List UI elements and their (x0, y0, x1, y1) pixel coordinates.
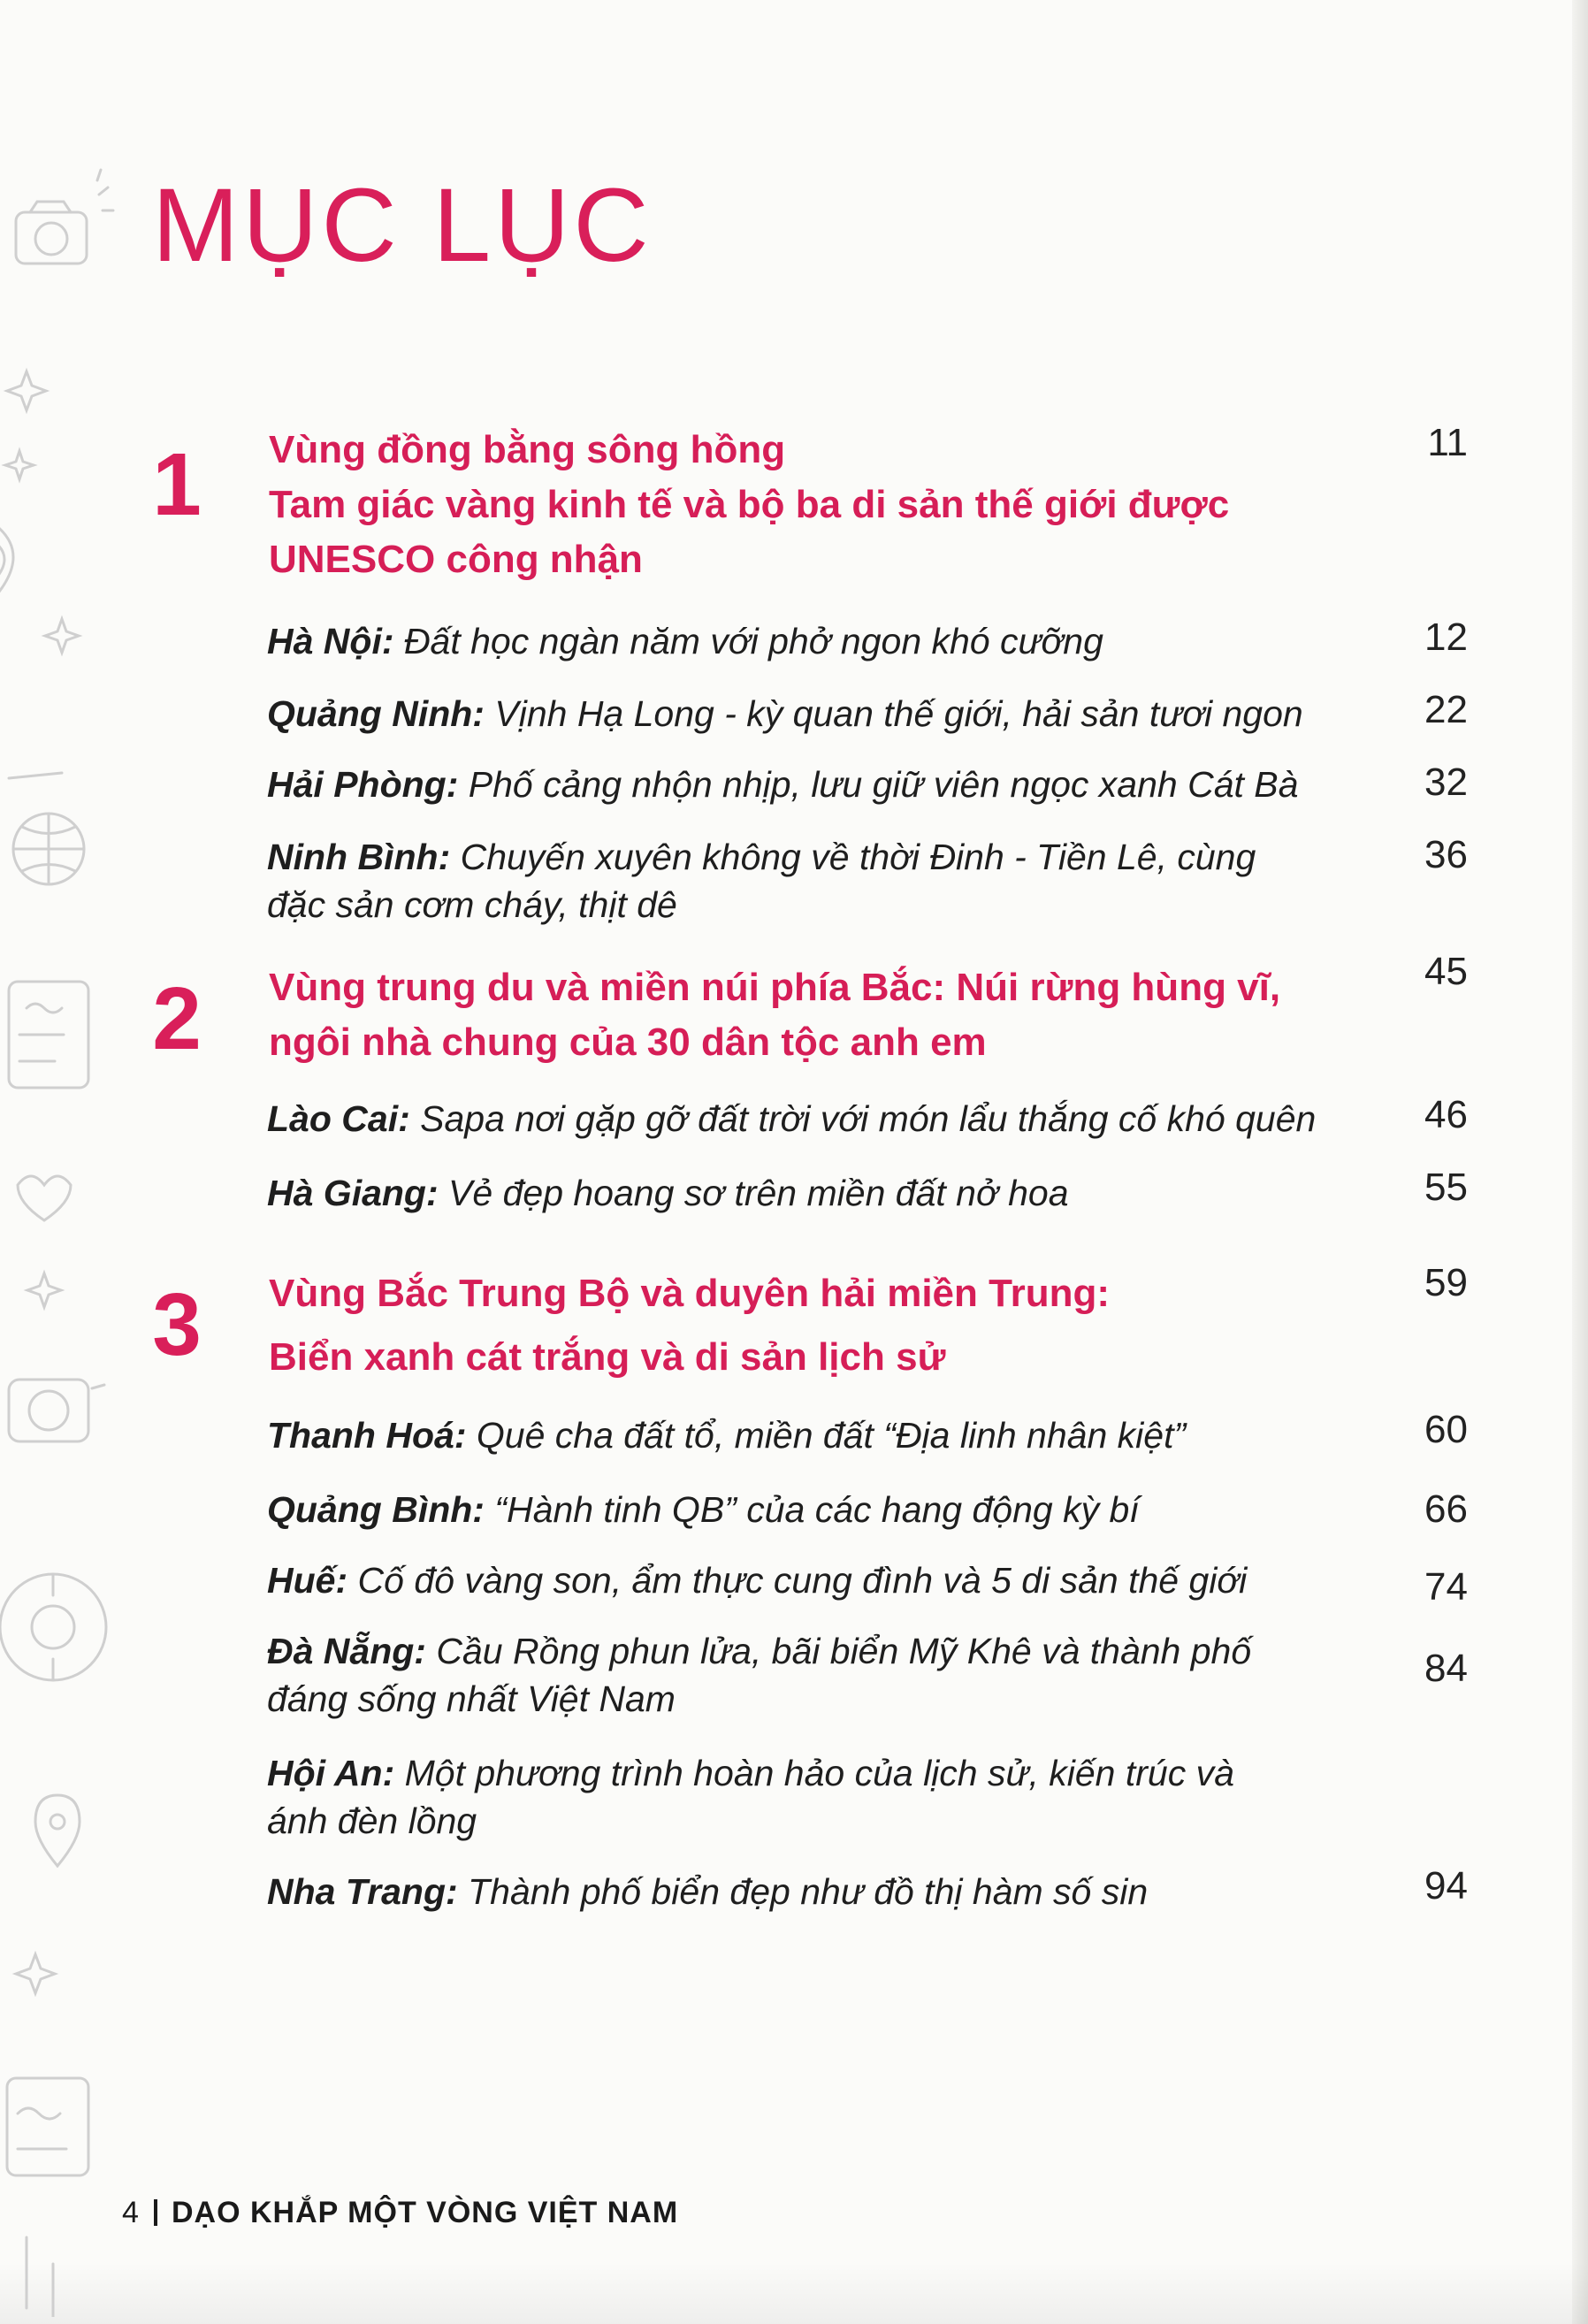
part-page-number: 11 (1427, 421, 1468, 464)
part-title-line: Biển xanh cát trắng và di sản lịch sử (269, 1335, 946, 1379)
part-number: 3 (152, 1275, 202, 1374)
entry-place: Nha Trang: (267, 1871, 458, 1912)
entry-place: Đà Nẵng: (267, 1631, 426, 1671)
entry-page-number: 22 (1424, 688, 1468, 731)
entry-description-line: đáng sống nhất Việt Nam (267, 1678, 676, 1719)
part-title[interactable] (269, 423, 1365, 587)
part-title-line: UNESCO công nhận (269, 538, 643, 581)
entry-page-number: 84 (1424, 1647, 1468, 1690)
entry-page-number: 74 (1424, 1565, 1468, 1609)
toc-entry[interactable] (267, 1556, 1381, 1604)
entry-page-number: 36 (1424, 833, 1468, 876)
entry-place: Lào Cai: (267, 1098, 410, 1139)
entry-description-line: ánh đèn lồng (267, 1800, 477, 1841)
entry-description: Cố đô vàng son, ẩm thực cung đình và 5 di sản thế giới (357, 1560, 1248, 1601)
entry-place: Hà Giang: (267, 1173, 439, 1213)
entry-description: Một phương trình hoàn hảo của lịch sử, kiến trúc và (404, 1753, 1234, 1793)
part-title-line: Vùng Bắc Trung Bộ và duyên hải miền Trung: (269, 1272, 1110, 1315)
toc-entry[interactable] (267, 1486, 1381, 1533)
entry-page-number: 32 (1424, 761, 1468, 804)
entry-place: Quảng Ninh: (267, 693, 485, 734)
footer-page-number: 4 (122, 2196, 139, 2229)
entry-description: Sapa nơi gặp gỡ đất trời với món lẩu thắng cố khó quên (420, 1098, 1317, 1139)
toc-entry[interactable] (267, 1095, 1381, 1143)
entry-place: Hội An: (267, 1753, 395, 1793)
part-title-line: Vùng trung du và miền núi phía Bắc: Núi rừng hùng vĩ, (269, 966, 1281, 1009)
entry-page-number: 66 (1424, 1487, 1468, 1531)
entry-description-line: đặc sản cơm cháy, thịt dê (267, 884, 677, 925)
entry-description: Phố cảng nhộn nhịp, lưu giữ viên ngọc xanh Cát Bà (468, 764, 1299, 805)
part-page-number: 59 (1424, 1261, 1468, 1304)
toc-entry[interactable] (267, 833, 1381, 929)
entry-description: Cầu Rồng phun lửa, bãi biển Mỹ Khê và thành phố (436, 1631, 1252, 1671)
part-page-number: 45 (1424, 950, 1468, 993)
entry-description: “Hành tinh QB” của các hang động kỳ bí (494, 1489, 1140, 1530)
entry-description: Vịnh Hạ Long - kỳ quan thế giới, hải sản tươi ngon (494, 693, 1303, 734)
part-title[interactable] (269, 960, 1365, 1070)
entry-description: Vẻ đẹp hoang sơ trên miền đất nở hoa (448, 1173, 1069, 1213)
entry-description: Thành phố biển đẹp như đồ thị hàm số sin (468, 1871, 1149, 1912)
entry-place: Hải Phòng: (267, 764, 459, 805)
toc-entry[interactable] (267, 1169, 1381, 1217)
entry-place: Thanh Hoá: (267, 1415, 467, 1456)
entry-page-number: 55 (1424, 1166, 1468, 1209)
page-title: MỤC LỤC (152, 167, 653, 284)
entry-place: Huế: (267, 1560, 348, 1601)
entry-page-number: 12 (1424, 615, 1468, 659)
toc-entry[interactable] (267, 1868, 1381, 1915)
entry-place: Ninh Bình: (267, 837, 451, 877)
toc-entry[interactable] (267, 1749, 1381, 1845)
entry-description: Quê cha đất tổ, miền đất “Địa linh nhân kiệt” (476, 1415, 1187, 1456)
toc-entry[interactable] (267, 1627, 1381, 1723)
part-title-line: Tam giác vàng kinh tế và bộ ba di sản thế giới được (269, 483, 1230, 526)
footer-divider (154, 2199, 157, 2226)
entry-place: Quảng Bình: (267, 1489, 485, 1530)
entry-place: Hà Nội: (267, 621, 394, 661)
part-title-line: Vùng đồng bằng sông hồng (269, 428, 786, 471)
toc-entry[interactable] (267, 690, 1381, 738)
part-number: 2 (152, 969, 202, 1068)
footer-book-title: DẠO KHẮP MỘT VÒNG VIỆT NAM (172, 2196, 679, 2229)
toc-entry[interactable] (267, 617, 1381, 665)
entry-description: Đất học ngàn năm với phở ngon khó cưỡng (403, 621, 1103, 661)
entry-page-number: 94 (1424, 1864, 1468, 1907)
entry-description: Chuyến xuyên không về thời Đinh - Tiền Lê, cùng (460, 837, 1256, 877)
page-footer (122, 2193, 678, 2232)
toc-entry[interactable] (267, 761, 1381, 808)
toc-entry[interactable] (267, 1411, 1381, 1459)
entry-page-number: 46 (1424, 1093, 1468, 1136)
part-title[interactable] (269, 1266, 1365, 1385)
entry-page-number: 60 (1424, 1408, 1468, 1451)
part-title-line: ngôi nhà chung của 30 dân tộc anh em (269, 1021, 987, 1064)
part-number: 1 (152, 435, 202, 534)
